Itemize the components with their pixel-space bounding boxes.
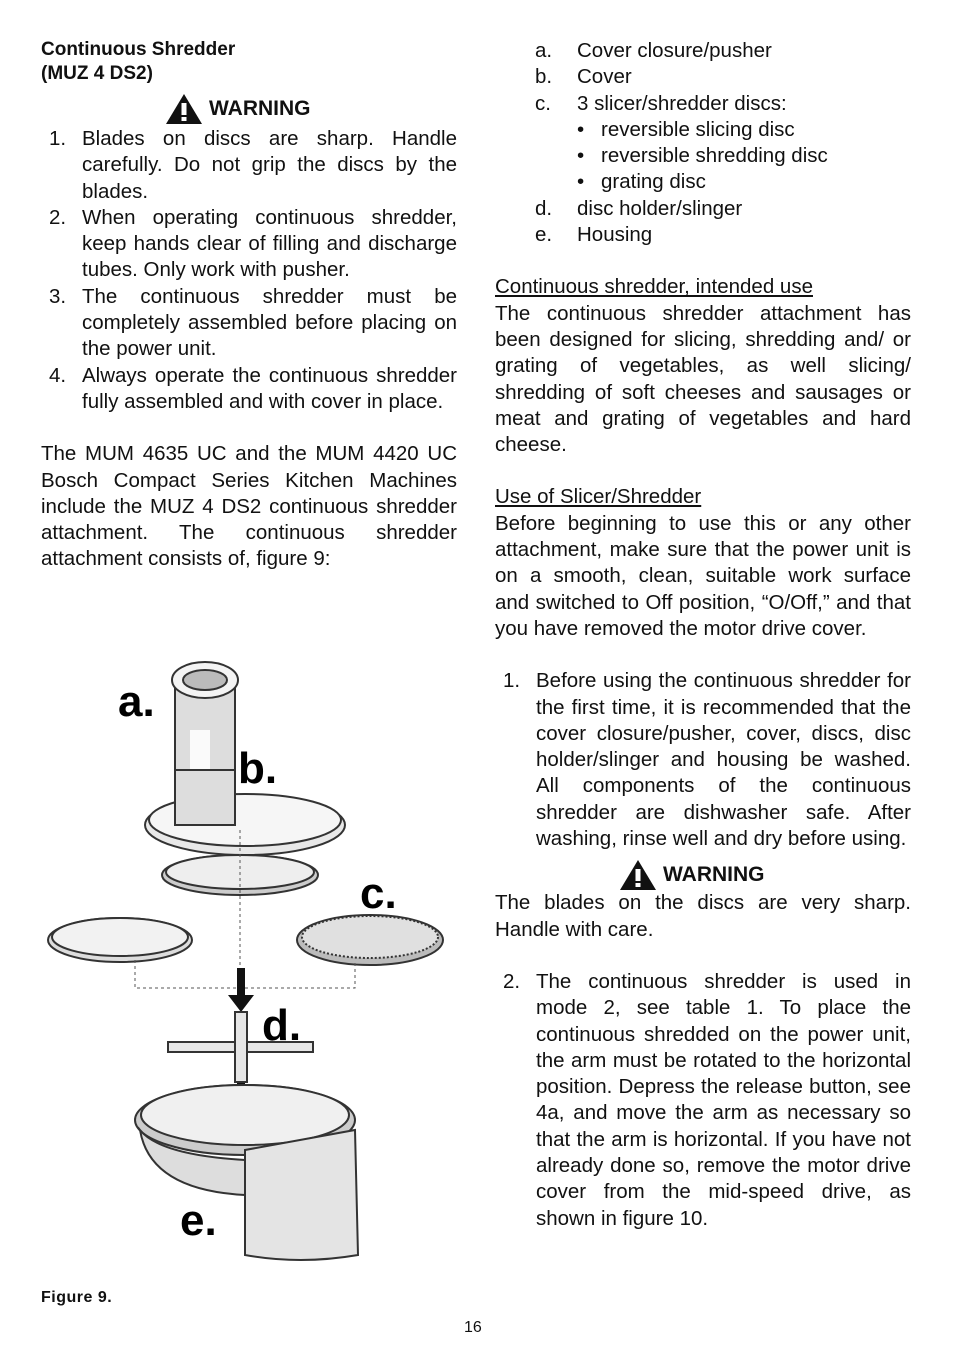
warning-label: WARNING — [209, 97, 311, 120]
figure-label-a: a. — [118, 677, 155, 726]
part-letter: b. — [535, 65, 553, 89]
step-number: 1. — [503, 669, 521, 693]
parts-list-2 — [535, 196, 911, 249]
heading-line-1: Continuous Shredder — [41, 39, 236, 60]
use-heading: Use of Slicer/Shredder — [495, 485, 702, 509]
figure-label-e: e. — [180, 1196, 217, 1245]
step-number: 2. — [503, 969, 521, 993]
part-text: Cover closure/pusher — [577, 39, 772, 62]
use-paragraph: Before beginning to use this or any other attachment, make sure that the power unit is on a smooth, clean, suitable work surface and switched to Off position, “O/Off,” and that you have removed the motor drive cover. — [495, 511, 911, 640]
part-item — [535, 91, 911, 117]
step-item — [495, 969, 911, 1232]
item-text: When operating continuous shredder, keep hands clear of filling and discharge tubes. Only work with pusher. — [82, 205, 457, 282]
intro-paragraph: The MUM 4635 UC and the MUM 4420 UC Bosch Compact Series Kitchen Machines include the MUZ 4 DS2 continuous shredder attachment. The continuous shredder attachment consists of, figure 9: — [41, 442, 457, 571]
disc-item: • reversible slicing disc — [535, 117, 911, 143]
page-number: 16 — [464, 1319, 482, 1336]
warning-heading-right — [619, 860, 911, 890]
part-item — [535, 196, 911, 222]
part-text: disc holder/slinger — [577, 196, 743, 220]
item-number: 1. — [49, 127, 67, 150]
part-item — [535, 38, 911, 64]
shredder-exploded-illustration — [40, 650, 460, 1275]
left-column — [41, 38, 457, 573]
step-item — [495, 668, 911, 852]
right-column — [495, 38, 911, 1232]
part-letter: e. — [535, 223, 553, 247]
item-text: Blades on discs are sharp. Handle carefully. Do not grip the discs by the blades. — [82, 127, 457, 203]
part-letter: c. — [535, 91, 551, 115]
part-text: Housing — [577, 223, 653, 247]
step-text: Before using the continuous shredder for the first time, it is recommended that the cover closure/pusher, cover, discs, disc holder/slinger and housing be washed. All components of the continuous shredder are dishwasher safe. After washing, rinse well and dry before using. — [536, 669, 911, 851]
part-item — [535, 222, 911, 248]
heading-line-2: (MUZ 4 DS2) — [41, 63, 153, 84]
part-text: 3 slicer/shredder discs: — [577, 91, 787, 115]
warning-label: WARNING — [663, 863, 765, 887]
warning-paragraph: The blades on the discs are very sharp. Handle with care. — [495, 891, 911, 941]
part-letter: a. — [535, 39, 553, 62]
step-list-2 — [495, 969, 911, 1232]
item-number: 4. — [49, 363, 67, 387]
figure-caption: Figure 9. — [41, 1289, 113, 1306]
step-list-1 — [495, 668, 911, 852]
warning-triangle-icon — [619, 859, 657, 891]
intended-use-paragraph: The continuous shredder attachment has been designed for slicing, shredding and/ or grating of vegetables, as well slicing/ shredding of soft cheeses and sausages or meat and grating of vegetables and hard cheese. — [495, 301, 911, 457]
intended-use-heading: Continuous shredder, intended use — [495, 275, 813, 299]
parts-list-block — [495, 38, 911, 248]
section-heading — [41, 38, 457, 86]
figure-label-d: d. — [262, 1001, 302, 1050]
part-letter: d. — [535, 196, 553, 220]
warning-item — [41, 363, 457, 416]
part-text: Cover — [577, 65, 632, 89]
warning-item — [41, 205, 457, 284]
warning-item — [41, 284, 457, 363]
disc-list — [535, 117, 911, 196]
item-text: Always operate the continuous shredder fully assembled and with cover in place. — [82, 363, 457, 413]
step-text: The continuous shredder is used in mode 2, see table 1. To place the continuous shredded on the power unit, the arm must be rotated to the horizontal position. Depress the release button, see 4a, and move the arm as necessary so that the arm is horizontal. If you have not already done so, remove the motor drive cover from the mid-speed drive, as shown in figure 10. — [536, 969, 911, 1230]
part-item — [535, 64, 911, 90]
disc-item: • grating disc — [535, 169, 911, 195]
figure-9 — [40, 650, 460, 1275]
figure-label-b: b. — [238, 744, 278, 793]
item-text: The continuous shredder must be completely assembled before placing on the power unit. — [82, 284, 457, 361]
warning-triangle-icon — [165, 93, 203, 125]
parts-list — [535, 38, 911, 117]
housing-drawing — [135, 1085, 358, 1260]
disc-item: • reversible shredding disc — [535, 143, 911, 169]
warning-heading-left — [165, 94, 457, 124]
warning-item — [41, 126, 457, 205]
warning-list — [41, 126, 457, 415]
item-number: 3. — [49, 284, 67, 308]
item-number: 2. — [49, 205, 67, 229]
figure-label-c: c. — [360, 869, 397, 918]
